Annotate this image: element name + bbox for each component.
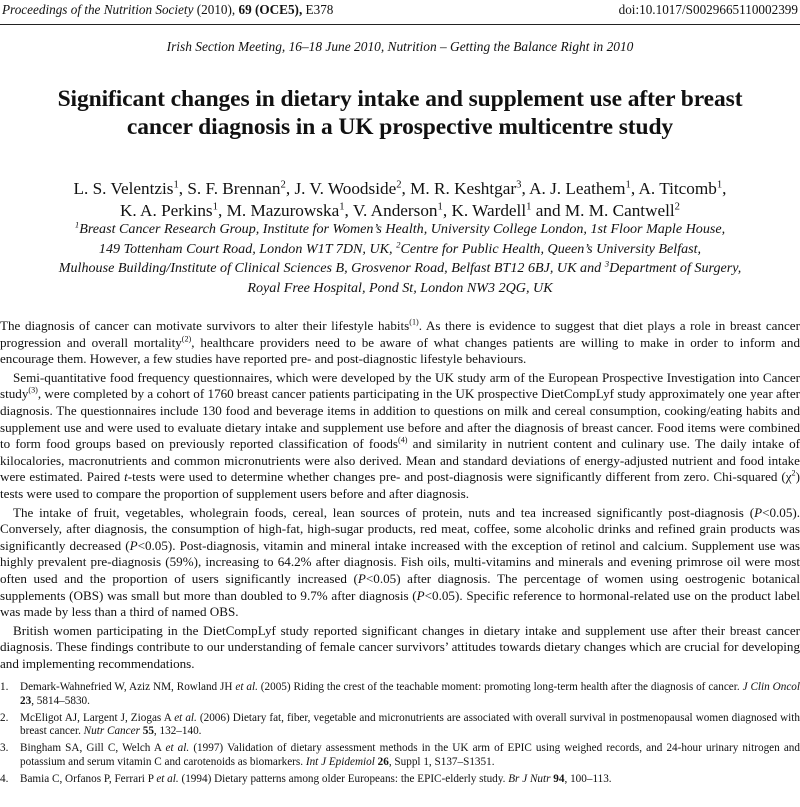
- author-sep: ,: [442, 201, 452, 220]
- author-affil-sup: 3: [516, 179, 522, 191]
- author-sep: ,: [285, 179, 295, 198]
- paragraph-methods: Semi-quantitative food frequency questionnaires, which were developed by the UK study arm of the European Prospective Investigation into Cancer study$^{(3)}$, were completed by a cohort of 1760 breast cancer patients participating in the UK prospective DietCompLyf study approximately one year after diagnosis. The questionnaires include 130 food and beverage items in addition to questions on milk and cereal consumption, cooking/eating habits and supplement use and were used to evaluate dietary intake and supplement use before and after the diagnosis of breast cancer. Food items were combined to form food groups based on previously reported classification of foods$^{(4)}$ and similarity in nutrient content and culinary use. The daily intake of kilocalories, macronutrients and common micronutrients were also derived. Mean and standard deviations of energy-adjusted nutrient and food intake were estimated. Paired t-tests were used to determine whether changes pre- and post-diagnosis were significantly different from zero. Chi-squared $(\chi^2)$ tests were used to compare the proportion of supplement users before and after diagnosis.: [0, 369, 800, 501]
- author-affil-sup: 2: [396, 179, 402, 191]
- affiliation-2-address: Mulhouse Building/Institute of Clinical Sciences B, Grosvenor Road, Belfast BT12 6BJ, UK and: [58, 260, 605, 277]
- journal-issue: (OCE5),: [254, 2, 303, 17]
- author-affil-sup: 1: [716, 179, 723, 191]
- paragraph-results: The intake of fruit, vegetables, wholegrain foods, cereal, lean sources of protein, nuts and tea increased significantly post-diagnosis (P<0.05). Conversely, after diagnosis, the consumption of high-fat, high-sugar products, red meat, coffee, some alcoholic drinks and refined grain products was significantly decreased (P<0.05). Post-diagnosis, vitamin and mineral intake increased with the exception of retinol and calcium. Supplement use was highly prevalent pre-diagnosis (59%), increasing to 64.2% after diagnosis. Fish oils, multi-vitamins and minerals and evening primrose oil were most often used and the proportion of users significantly increased (P<0.05) after diagnosis. The percentage of women using oestrogenic botanical supplements (OBS) was small but more than doubled to 9.7% after diagnosis (P<0.05). Specific reference to hormonal-related use on the product label was made by less than a third of named OBS.: [0, 504, 800, 620]
- citation-sup: (1): [409, 317, 419, 327]
- paragraph-intro: The diagnosis of cancer can motivate survivors to alter their lifestyle habits$^{(1)}$. As there is evidence to suggest that diet plays a role in breast cancer progression and overall mortality$^{(2)}$, healthcare providers need to be aware of what changes patients are willing to make in order to inform and encourage them. However, a few studies have reported pre- and post-diagnostic lifestyle behaviours.: [0, 317, 800, 367]
- author-list: [0, 178, 800, 222]
- author: K. Wardell: [451, 201, 527, 220]
- citation-sup: (3): [28, 386, 38, 396]
- journal-name: Proceedings of the Nutrition Society: [2, 2, 194, 17]
- author-sep: ,: [401, 179, 411, 198]
- author-affil-sup: 1: [173, 179, 179, 191]
- journal-year: (2010),: [196, 2, 236, 17]
- author: L. S. Velentzis: [73, 179, 174, 198]
- affil-sup: 2: [396, 239, 401, 250]
- author-affil-sup: 1: [212, 201, 218, 213]
- affil-sup: 1: [74, 219, 80, 230]
- citation-sup: (4): [398, 435, 408, 445]
- affiliation-1: Breast Cancer Research Group, Institute for Women’s Health, University College London, 1st Floor Maple House,: [79, 221, 726, 237]
- author-sep: ,: [630, 179, 639, 198]
- author-affil-sup: 1: [437, 201, 443, 213]
- affil-sup: 3: [604, 258, 610, 269]
- reference-item: 4. Bamia C, Orfanos P, Ferrari P et al. (1994) Dietary patterns among older Europeans: the EPIC-elderly study. Br J Nutr 94, 100–113.: [0, 772, 612, 785]
- header-divider: [0, 24, 800, 25]
- meeting-line: Irish Section Meeting, 16–18 June 2010, Nutrition – Getting the Balance Right in 2010: [166, 39, 634, 54]
- running-header: [2, 0, 798, 20]
- author-sep: ,: [178, 179, 188, 198]
- author-affil-sup: 2: [674, 201, 680, 213]
- reference-item: 1. Demark-Wahnefried W, Aziz NM, Rowland JH et al. (2005) Riding the crest of the teachable moment: promoting long-term health after the diagnosis of cancer. J Clin Oncol 23, 5814–5830.: [0, 681, 800, 707]
- author-affil-sup: 1: [339, 201, 345, 213]
- author-sep: ,: [217, 201, 227, 220]
- author-line-1: [0, 178, 800, 200]
- author-affil-sup: 2: [280, 179, 286, 191]
- doi: doi:10.1017/S0029665110002399: [618, 2, 798, 17]
- chi-square-sup: 2: [791, 468, 796, 478]
- author-sep: and: [531, 201, 565, 220]
- affiliation-3: Department of Surgery,: [609, 260, 742, 277]
- author-sep: ,: [521, 179, 530, 198]
- journal-volume: 69: [238, 2, 252, 17]
- affiliations: [0, 220, 800, 299]
- paragraph-conclusion: British women participating in the DietCompLyf study reported significant changes in dietary intake and supplement use after their breast cancer diagnosis. These findings contribute to our understanding of female cancer survivors’ attitudes towards dietary changes which are crucial for developing and implementing recommendations.: [0, 622, 800, 671]
- author: M. R. Keshtgar: [410, 179, 517, 198]
- article-title: [0, 85, 800, 141]
- journal-page: E378: [305, 2, 334, 17]
- affiliation-3-address: Royal Free Hospital, Pond St, London NW3 2QG, UK: [247, 280, 553, 297]
- affiliation-2: Centre for Public Health, Queen’s University Belfast,: [400, 240, 702, 257]
- author: S. F. Brennan: [187, 179, 281, 198]
- reference-item: 3. Bingham SA, Gill C, Welch A et al. (1997) Validation of dietary assessment methods in the UK arm of EPIC using weighed records, and 24-hour urinary nitrogen and potassium and serum vitamin C and carotenoids as biomarkers. Int J Epidemiol 26, Suppl 1, S137–S1351.: [0, 742, 800, 768]
- title-line-2: cancer diagnosis in a UK prospective multicentre study: [126, 114, 674, 140]
- author: A. J. Leathem: [529, 179, 626, 198]
- title-line-1: Significant changes in dietary intake and supplement use after breast: [57, 86, 743, 112]
- author-affil-sup: 1: [625, 179, 631, 191]
- author-sep: ,: [344, 201, 353, 220]
- reference-item: 2. McEligot AJ, Largent J, Ziogas A et al. (2006) Dietary fat, fiber, vegetable and micronutrients are associated with overall survival in postmenopausal women diagnosed with breast cancer. Nutr Cancer 55, 132–140.: [0, 711, 800, 738]
- author: K. A. Perkins: [120, 201, 213, 220]
- author: M. Mazurowska: [226, 201, 340, 220]
- author-line-2: [0, 200, 800, 222]
- journal-citation: [2, 0, 333, 20]
- affiliation-1-address: 149 Tottenham Court Road, London W1T 7DN, UK,: [98, 240, 397, 257]
- author: M. M. Cantwell: [564, 201, 675, 220]
- abstract-body: [0, 318, 800, 674]
- author-sep: ,: [722, 179, 727, 198]
- author: A. Titcomb: [638, 179, 717, 198]
- author: J. V. Woodside: [294, 179, 397, 198]
- citation-sup: (2): [181, 334, 192, 344]
- author-affil-sup: 1: [526, 201, 532, 213]
- reference-list: [0, 681, 800, 790]
- author: V. Anderson: [352, 201, 438, 220]
